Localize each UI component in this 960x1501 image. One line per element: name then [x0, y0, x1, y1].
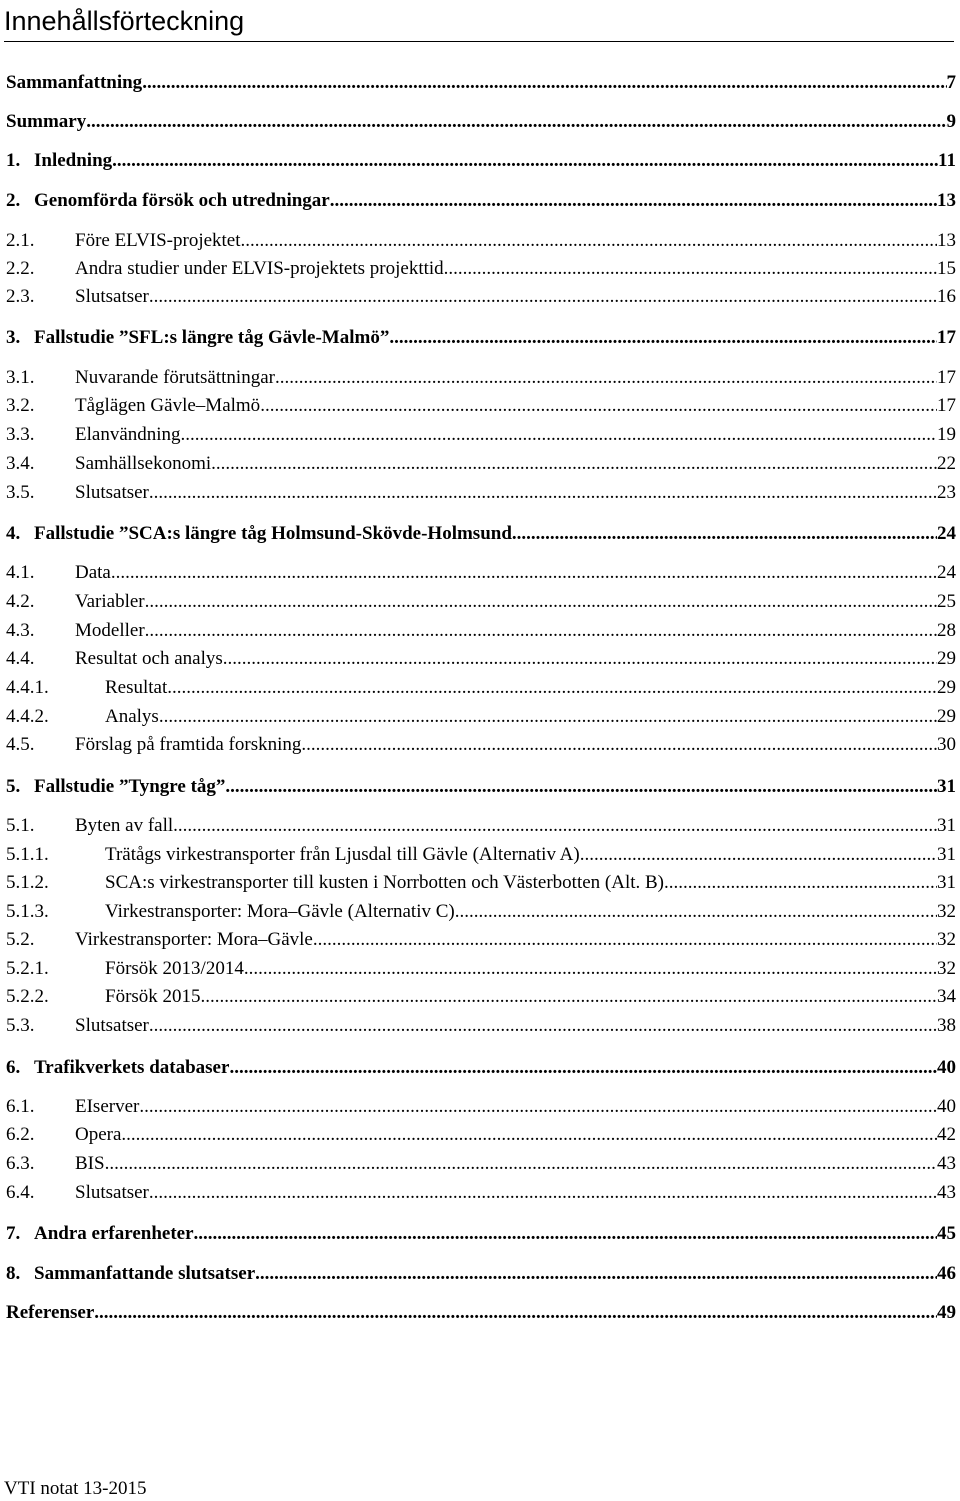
toc-entry-page-number: 31 [937, 815, 956, 836]
toc-entry-number: 3.4. [6, 453, 35, 474]
toc-dot-leader [512, 521, 937, 547]
toc-entry-number: 2.3. [6, 286, 35, 307]
toc-dot-leader [444, 256, 937, 282]
toc-entry-label: Resultat och analys [75, 648, 223, 669]
toc-entry-label: Variabler [75, 591, 145, 612]
toc-dot-leader [211, 451, 937, 477]
toc-dot-leader [112, 148, 938, 174]
toc-dot-leader [275, 365, 937, 391]
toc-entry-number: 2.2. [6, 258, 35, 279]
toc-entry-label: Fallstudie ”Tyngre tåg” [34, 776, 226, 797]
toc-dot-leader [580, 842, 937, 868]
toc-entry-number: 1. [6, 150, 21, 171]
toc-entry[interactable] [6, 1013, 956, 1039]
toc-entry-page-number: 9 [946, 111, 956, 132]
toc-dot-leader [301, 732, 937, 758]
toc-entry-number: 3.1. [6, 367, 35, 388]
toc-entry-page-number: 29 [937, 648, 956, 669]
toc-entry[interactable] [6, 70, 956, 96]
toc-dot-leader [181, 422, 937, 448]
page-title: Innehållsförteckning [4, 4, 954, 42]
toc-entry-label: Modeller [75, 620, 145, 641]
toc-entry[interactable] [6, 774, 956, 800]
toc-entry-label: Trafikverkets databaser [34, 1057, 230, 1078]
toc-dot-leader [145, 618, 937, 644]
toc-entry-label: Sammanfattande slutsatser [34, 1263, 256, 1284]
toc-entry-page-number: 16 [937, 286, 956, 307]
toc-entry-page-number: 32 [937, 929, 956, 950]
toc-entry[interactable] [6, 109, 956, 135]
toc-entry[interactable] [6, 984, 956, 1010]
toc-entry[interactable] [6, 704, 956, 730]
toc-entry-page-number: 15 [937, 258, 956, 279]
toc-dot-leader [94, 1300, 937, 1326]
toc-dot-leader [139, 1094, 937, 1120]
toc-entry[interactable] [6, 1094, 956, 1120]
toc-entry[interactable] [6, 393, 956, 419]
toc-entry[interactable] [6, 560, 956, 586]
toc-entry-label: Slutsatser [75, 1182, 149, 1203]
toc-entry[interactable] [6, 284, 956, 310]
toc-entry-page-number: 40 [937, 1057, 956, 1078]
toc-entry-page-number: 29 [937, 706, 956, 727]
toc-entry-page-number: 7 [946, 72, 956, 93]
toc-entry-label: EIserver [75, 1096, 140, 1117]
toc-entry-label: Analys [105, 706, 159, 727]
toc-entry[interactable] [6, 521, 956, 547]
toc-entry-label: Byten av fall [75, 815, 174, 836]
toc-entry-label: Tåglägen Gävle–Malmö [75, 395, 261, 416]
toc-entry-label: Före ELVIS-projektet [75, 230, 241, 251]
toc-entry-number: 6.2. [6, 1124, 35, 1145]
toc-entry-page-number: 31 [937, 872, 956, 893]
toc-entry[interactable] [6, 325, 956, 351]
toc-entry-label: Samhällsekonomi [75, 453, 212, 474]
toc-entry-label: Genomförda försök och utredningar [34, 190, 330, 211]
toc-entry-number: 5.1.3. [6, 901, 49, 922]
toc-entry-number: 5.1.1. [6, 844, 49, 865]
toc-entry-label: Referenser [6, 1302, 95, 1323]
toc-entry[interactable] [6, 365, 956, 391]
toc-entry-number: 4. [6, 523, 21, 544]
toc-entry[interactable] [6, 1300, 956, 1326]
toc-entry-label: Virkestransporter: Mora–Gävle (Alternativ C) [105, 901, 455, 922]
toc-entry-number: 5.3. [6, 1015, 35, 1036]
toc-dot-leader [149, 284, 937, 310]
toc-entry-page-number: 43 [937, 1182, 956, 1203]
toc-entry-number: 3.5. [6, 482, 35, 503]
toc-entry-label: Slutsatser [75, 1015, 149, 1036]
toc-entry-page-number: 13 [937, 190, 956, 211]
toc-dot-leader [86, 109, 946, 135]
toc-entry-label: Data [75, 562, 111, 583]
toc-entry[interactable] [6, 813, 956, 839]
toc-entry-page-number: 28 [937, 620, 956, 641]
toc-entry[interactable] [6, 1151, 956, 1177]
toc-dot-leader [255, 1261, 937, 1287]
toc-entry-page-number: 22 [937, 453, 956, 474]
toc-dot-leader [330, 188, 937, 214]
toc-entry[interactable] [6, 148, 956, 174]
toc-entry[interactable] [6, 422, 956, 448]
toc-dot-leader [201, 984, 937, 1010]
toc-entry[interactable] [6, 646, 956, 672]
toc-entry-label: Fallstudie ”SFL:s längre tåg Gävle-Malmö” [34, 327, 390, 348]
toc-entry-number: 5. [6, 776, 21, 797]
toc-entry-number: 5.2.2. [6, 986, 49, 1007]
toc-entry-page-number: 43 [937, 1153, 956, 1174]
toc-entry-number: 6. [6, 1057, 21, 1078]
toc-entry-page-number: 23 [937, 482, 956, 503]
toc-entry-label: Slutsatser [75, 482, 149, 503]
toc-entry-page-number: 42 [937, 1124, 956, 1145]
toc-entry-label: Nuvarande förutsättningar [75, 367, 275, 388]
toc-entry-page-number: 17 [937, 367, 956, 388]
toc-entry-label: Sammanfattning [6, 72, 143, 93]
toc-dot-leader [145, 589, 937, 615]
toc-entry-label: Andra studier under ELVIS-projektets projekttid [75, 258, 444, 279]
toc-entry-label: Summary [6, 111, 87, 132]
toc-entry-number: 4.2. [6, 591, 35, 612]
toc-entry-page-number: 19 [937, 424, 956, 445]
toc-entry-number: 5.2.1. [6, 958, 49, 979]
toc-entry-label: Opera [75, 1124, 122, 1145]
toc-entry-number: 3.2. [6, 395, 35, 416]
toc-entry[interactable] [6, 589, 956, 615]
toc-entry-label: Elanvändning [75, 424, 181, 445]
toc-dot-leader [455, 899, 937, 925]
toc-dot-leader [244, 956, 937, 982]
toc-entry-page-number: 31 [937, 844, 956, 865]
toc-entry[interactable] [6, 1261, 956, 1287]
toc-dot-leader [142, 70, 946, 96]
toc-dot-leader [241, 228, 937, 254]
toc-entry-page-number: 24 [937, 562, 956, 583]
toc-dot-leader [223, 646, 937, 672]
toc-entry[interactable] [6, 256, 956, 282]
toc-dot-leader [260, 393, 937, 419]
toc-entry-number: 5.1.2. [6, 872, 49, 893]
toc-entry-number: 4.4.2. [6, 706, 49, 727]
toc-entry-page-number: 24 [937, 523, 956, 544]
toc-entry-label: SCA:s virkestransporter till kusten i Norrbotten och Västerbotten (Alt. B) [105, 872, 665, 893]
toc-entry-page-number: 30 [937, 734, 956, 755]
toc-entry[interactable] [6, 480, 956, 506]
toc-entry-page-number: 11 [938, 150, 956, 171]
toc-dot-leader [194, 1221, 937, 1247]
toc-entry-label: Förslag på framtida forskning [75, 734, 302, 755]
toc-dot-leader [149, 1180, 937, 1206]
toc-entry-page-number: 49 [937, 1302, 956, 1323]
toc-entry-label: Inledning [34, 150, 113, 171]
toc-entry[interactable] [6, 675, 956, 701]
toc-dot-leader [167, 675, 937, 701]
toc-entry[interactable] [6, 927, 956, 953]
toc-entry-number: 7. [6, 1223, 21, 1244]
toc-entry-label: Virkestransporter: Mora–Gävle [75, 929, 313, 950]
toc-dot-leader [149, 480, 937, 506]
toc-entry-number: 6.1. [6, 1096, 35, 1117]
toc-entry[interactable] [6, 842, 956, 868]
toc-entry-label: Andra erfarenheter [34, 1223, 194, 1244]
toc-dot-leader [229, 1055, 937, 1081]
toc-entry-label: Slutsatser [75, 286, 149, 307]
toc-entry[interactable] [6, 188, 956, 214]
page-footer: VTI notat 13-2015 [4, 1478, 147, 1499]
toc-entry-page-number: 46 [937, 1263, 956, 1284]
toc-entry-label: Försök 2013/2014 [105, 958, 244, 979]
toc-entry[interactable] [6, 618, 956, 644]
toc-entry-page-number: 38 [937, 1015, 956, 1036]
toc-entry-number: 4.4.1. [6, 677, 49, 698]
toc-dot-leader [313, 927, 937, 953]
toc-dot-leader [225, 774, 937, 800]
toc-entry-number: 5.1. [6, 815, 35, 836]
toc-entry[interactable] [6, 1180, 956, 1206]
toc-entry-label: BIS [75, 1153, 105, 1174]
toc-entry-number: 2.1. [6, 230, 35, 251]
toc-entry-label: Resultat [105, 677, 168, 698]
toc-entry[interactable] [6, 870, 956, 896]
toc-entry[interactable] [6, 899, 956, 925]
toc-dot-leader [389, 325, 937, 351]
toc-dot-leader [121, 1122, 937, 1148]
toc-entry-page-number: 13 [937, 230, 956, 251]
toc-entry[interactable] [6, 1122, 956, 1148]
toc-entry-page-number: 25 [937, 591, 956, 612]
toc-entry-page-number: 34 [937, 986, 956, 1007]
toc-dot-leader [173, 813, 937, 839]
toc-entry[interactable] [6, 451, 956, 477]
toc-entry[interactable] [6, 228, 956, 254]
toc-entry-number: 6.3. [6, 1153, 35, 1174]
toc-dot-leader [105, 1151, 937, 1177]
toc-dot-leader [664, 870, 937, 896]
toc-entry[interactable] [6, 956, 956, 982]
toc-entry-number: 4.3. [6, 620, 35, 641]
toc-entry[interactable] [6, 732, 956, 758]
toc-entry-number: 2. [6, 190, 21, 211]
toc-entry-page-number: 17 [937, 395, 956, 416]
toc-entry-page-number: 45 [937, 1223, 956, 1244]
toc-entry-number: 8. [6, 1263, 21, 1284]
toc-entry-page-number: 17 [937, 327, 956, 348]
toc-entry-page-number: 31 [937, 776, 956, 797]
toc-entry-number: 5.2. [6, 929, 35, 950]
toc-entry-number: 4.1. [6, 562, 35, 583]
toc-dot-leader [149, 1013, 937, 1039]
toc-entry-number: 4.5. [6, 734, 35, 755]
toc-entry-page-number: 29 [937, 677, 956, 698]
toc-entry[interactable] [6, 1055, 956, 1081]
toc-entry-label: Fallstudie ”SCA:s längre tåg Holmsund-Skövde-Holmsund [34, 523, 512, 544]
toc-dot-leader [159, 704, 937, 730]
toc-entry-page-number: 40 [937, 1096, 956, 1117]
toc-entry-number: 6.4. [6, 1182, 35, 1203]
toc-entry-page-number: 32 [937, 901, 956, 922]
toc-dot-leader [111, 560, 937, 586]
toc-entry-number: 3.3. [6, 424, 35, 445]
toc-entry-label: Försök 2015 [105, 986, 201, 1007]
toc-entry-number: 4.4. [6, 648, 35, 669]
toc-entry[interactable] [6, 1221, 956, 1247]
toc-entry-page-number: 32 [937, 958, 956, 979]
toc-entry-label: Trätågs virkestransporter från Ljusdal till Gävle (Alternativ A) [105, 844, 580, 865]
toc-entry-number: 3. [6, 327, 21, 348]
